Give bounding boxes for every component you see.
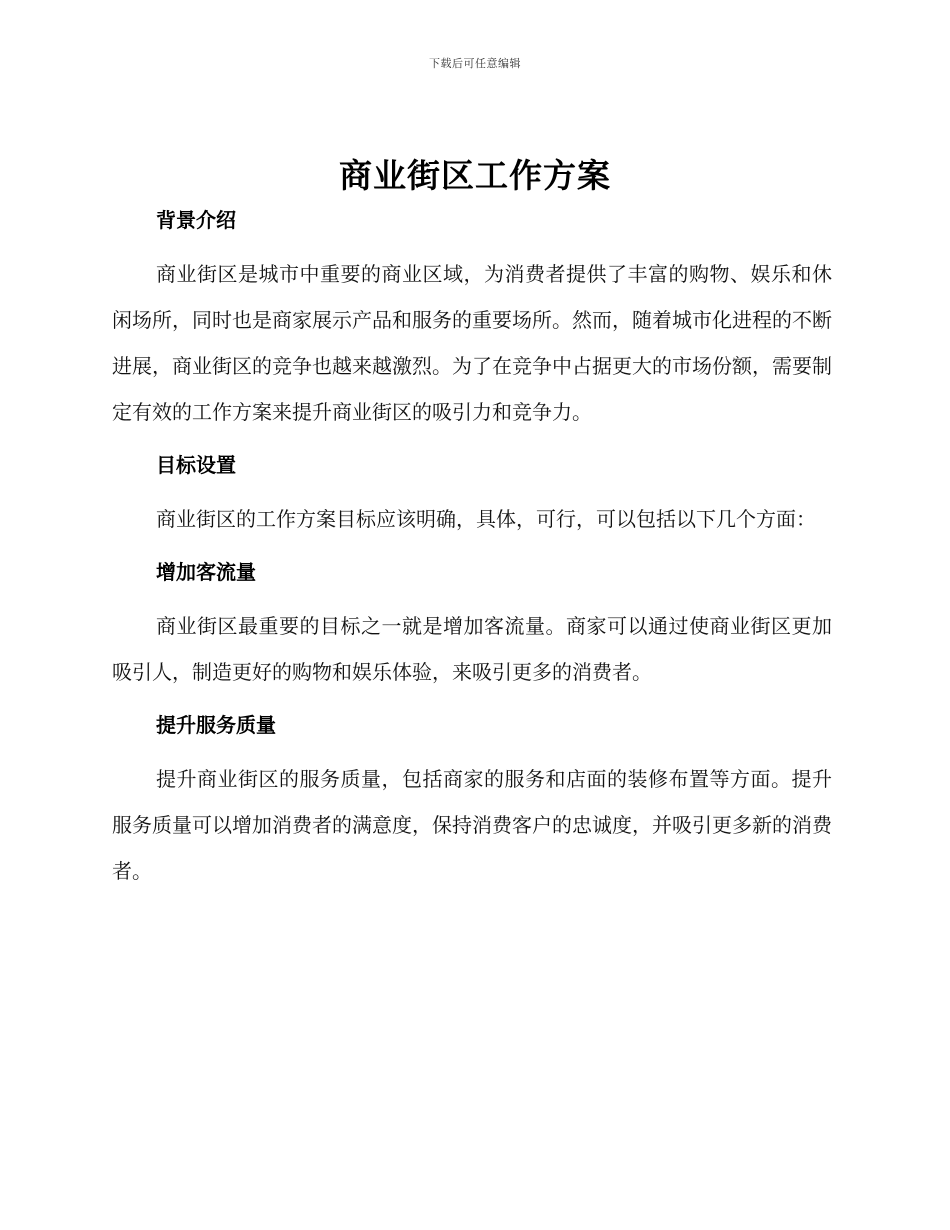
section-goals xyxy=(112,447,832,554)
section-heading: 增加客流量 xyxy=(156,560,256,584)
paragraph: 商业街区的工作方案目标应该明确，具体，可行，可以包括以下几个方面： xyxy=(156,507,816,531)
paragraph: 商业街区是城市中重要的商业区域，为消费者提供了丰富的购物、娱乐和休闲场所，同时也是商家展示产品和服务的重要场所。然而，随着城市化进程的不断进展，商业街区的竞争也越来越激烈。为了在竞争中占据更大的市场份额，需要制定有效的工作方案来提升商业街区的吸引力和竞争力。 xyxy=(112,262,832,424)
paragraph: 提升商业街区的服务质量，包括商家的服务和店面的装修布置等方面。提升服务质量可以增加消费者的满意度，保持消费客户的忠诚度，并吸引更多新的消费者。 xyxy=(112,767,832,883)
paragraph: 商业街区最重要的目标之一就是增加客流量。商家可以通过使商业街区更加吸引人，制造更好的购物和娱乐体验，来吸引更多的消费者。 xyxy=(112,614,832,684)
section-service-quality xyxy=(112,707,832,894)
section-heading: 提升服务质量 xyxy=(156,713,276,737)
section-heading: 目标设置 xyxy=(156,453,236,477)
section-background xyxy=(112,202,832,447)
section-heading: 背景介绍 xyxy=(156,208,236,232)
header-note: 下载后可任意编辑 xyxy=(429,57,521,70)
document-title: 商业街区工作方案 xyxy=(339,156,611,195)
section-increase-traffic xyxy=(112,554,832,707)
document-body xyxy=(112,202,832,894)
